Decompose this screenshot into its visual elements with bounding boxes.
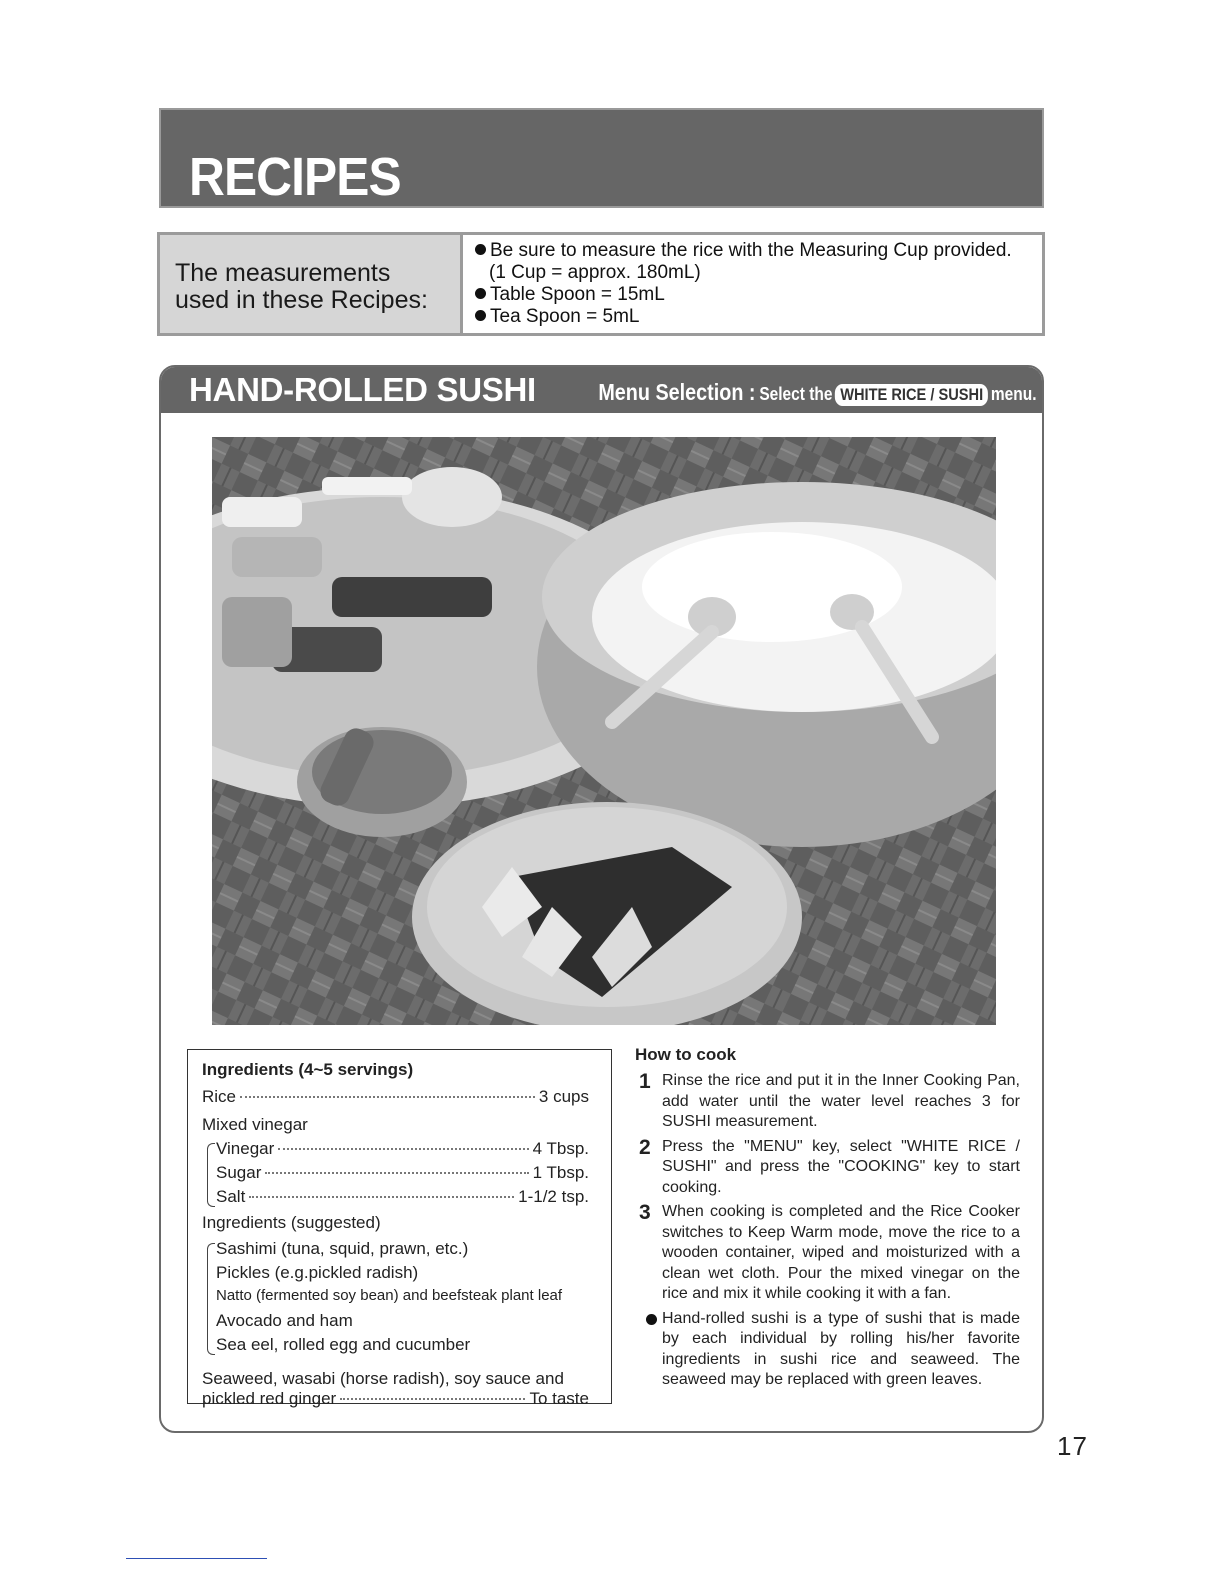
sushi-photo [212, 437, 996, 1025]
bullet-icon [475, 288, 486, 299]
measurement-item: Table Spoon = 15mL [475, 284, 1042, 306]
measurement-item: Be sure to measure the rice with the Measuring Cup provided. [475, 240, 1042, 262]
recipe-card [159, 365, 1044, 1433]
measurements-label-line2: used in these Recipes: [175, 286, 428, 314]
mixed-vinegar-label: Mixed vinegar [202, 1115, 308, 1134]
page-title: RECIPES [189, 147, 401, 207]
ingredient-row-rice: Rice 3 cups [202, 1087, 589, 1106]
bullet-icon [475, 310, 486, 321]
header-banner [159, 108, 1044, 208]
measurements-box [157, 232, 1045, 336]
seaweed-line: Seaweed, wasabi (horse radish), soy sauce and pickled red ginger To taste [202, 1369, 589, 1408]
measurement-item: (1 Cup = approx. 180mL) [489, 262, 701, 283]
ingredient-row-ginger: pickled red ginger To taste [202, 1389, 589, 1408]
bracket-icon [207, 1143, 215, 1207]
list-item: Natto (fermented soy bean) and beefsteak plant leaf [216, 1287, 563, 1304]
leader-dots [265, 1172, 528, 1174]
cook-step: 3 When cooking is completed and the Rice Cooker switches to Keep Warm mode, move the rice to a wooden container, wiped and moisturized with a clean wet cloth. Pour the mixed vinegar on the rice and mix it while cooking it with a fan. [639, 1201, 1020, 1302]
ingredients-heading: Ingredients (4~5 servings) [202, 1060, 414, 1079]
step-number: 2 [639, 1135, 651, 1159]
ingredients-box [187, 1049, 612, 1408]
cook-step: 1 Rinse the rice and put it in the Inner Cooking Pan, add water until the water level reaches 3 for SUSHI measurement. [639, 1070, 1020, 1130]
measurements-label-line1: The measurements [175, 259, 391, 287]
how-to-cook [635, 1045, 1020, 1391]
leader-dots [240, 1096, 535, 1098]
recipe-title-bar [161, 367, 1042, 413]
measurement-item: Tea Spoon = 5mL [475, 306, 1042, 328]
leader-dots [249, 1196, 514, 1198]
bullet-icon [475, 244, 486, 255]
menu-name-badge: WHITE RICE / SUSHI [835, 384, 988, 406]
ingredient-row-salt: Salt 1-1/2 tsp. [216, 1187, 589, 1206]
measurements-list [463, 235, 1042, 333]
suggested-ingredients-group [202, 1239, 589, 1359]
recipe-title: HAND-ROLLED SUSHI [189, 371, 536, 408]
footer-link-underline [126, 1558, 267, 1559]
cook-step: 2 Press the "MENU" key, select "WHITE RICE / SUSHI" and press the "COOKING" key to start cooking. [639, 1135, 1020, 1196]
list-item: Sashimi (tuna, squid, prawn, etc.) [216, 1239, 469, 1258]
step-number: 1 [639, 1070, 651, 1093]
page-number: 17 [1057, 1431, 1088, 1461]
list-item: Avocado and ham [216, 1311, 353, 1330]
mixed-vinegar-group [202, 1139, 589, 1211]
list-item: Pickles (e.g.pickled radish) [216, 1263, 419, 1282]
sushi-photo-illustration [212, 437, 996, 1025]
step-number: 3 [639, 1201, 651, 1224]
bracket-icon [207, 1243, 215, 1355]
cook-note: Hand-rolled sushi is a type of sushi that is made by each individual by rolling his/her favorite ingredients in sushi rice and seaweed. The seaweed may be replaced with green leaves. [635, 1309, 1020, 1391]
leader-dots [340, 1398, 525, 1400]
leader-dots [278, 1148, 528, 1150]
menu-selection: Menu Selection : Select the WHITE RICE / SUSHI menu. [597, 379, 1036, 405]
how-to-cook-heading: How to cook [635, 1045, 737, 1064]
ingredient-row-sugar: Sugar 1 Tbsp. [216, 1163, 589, 1182]
list-item: Sea eel, rolled egg and cucumber [216, 1335, 471, 1354]
bullet-icon [646, 1314, 657, 1325]
measurements-label [160, 235, 463, 333]
ingredient-row-vinegar: Vinegar 4 Tbsp. [216, 1139, 589, 1158]
suggested-ingredients-label: Ingredients (suggested) [202, 1213, 381, 1232]
